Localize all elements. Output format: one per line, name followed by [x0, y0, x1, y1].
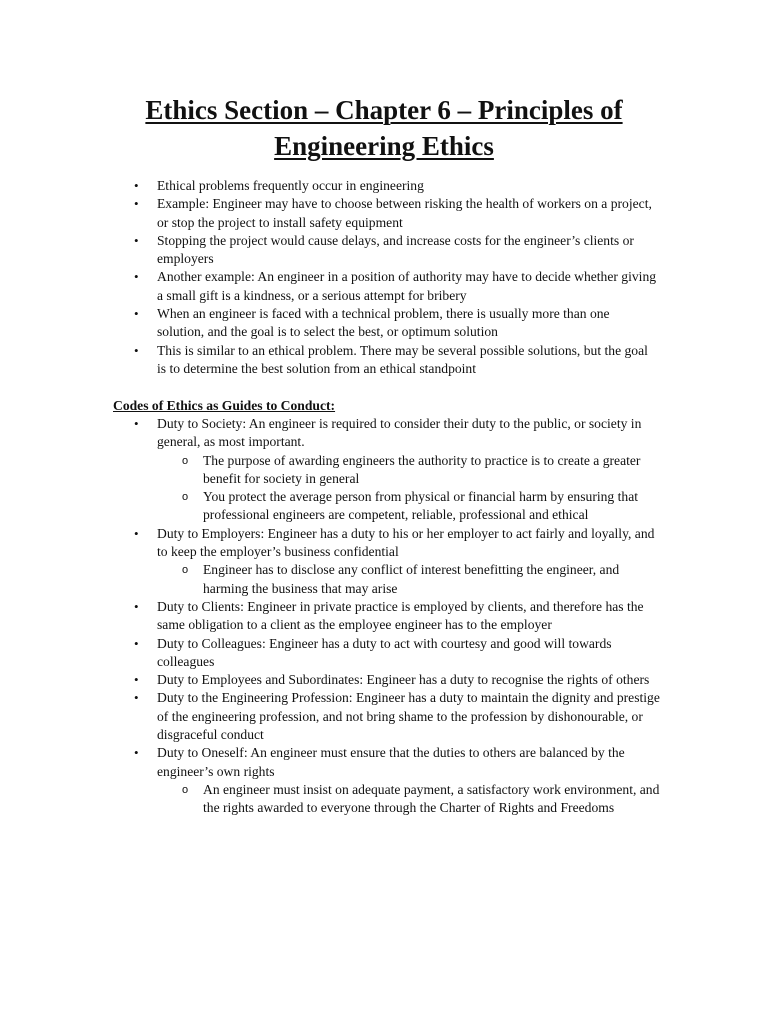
bullet-icon: • — [134, 196, 139, 212]
list-item — [0, 689, 768, 744]
sub-list — [157, 781, 660, 818]
sub-list-item — [157, 561, 660, 598]
page-title — [0, 92, 768, 164]
title-line-2: Engineering Ethics — [274, 131, 494, 161]
sub-list-item — [157, 488, 660, 525]
list-item — [0, 268, 768, 305]
bullet-icon: • — [134, 269, 139, 285]
bullet-icon: • — [134, 690, 139, 706]
bullet-icon: • — [134, 745, 139, 761]
bullet-icon: • — [134, 416, 139, 431]
intro-bullet-list — [0, 177, 768, 378]
list-item — [0, 525, 768, 598]
circle-bullet-icon: o — [182, 454, 189, 467]
bullet-icon: • — [134, 525, 139, 541]
sub-list — [157, 452, 660, 525]
list-item-text: Duty to the Engineering Profession: Engineer has a duty to maintain the dignity and prestige of the engineering profession, and not bring shame to the profession by dishonourable, or disgraceful conduct — [157, 690, 660, 743]
circle-bullet-icon: o — [182, 783, 189, 796]
section-heading: Codes of Ethics as Guides to Conduct: — [113, 398, 336, 413]
sub-list-item-text: An engineer must insist on adequate payment, a satisfactory work environment, and the rights awarded to everyone through the Charter of Rights and Freedoms — [203, 781, 660, 816]
list-item-text: Duty to Oneself: An engineer must ensure that the duties to others are balanced by the engineer’s own rights — [157, 745, 625, 779]
sub-list-item-text: You protect the average person from physical or financial harm by ensuring that professional engineers are competent, reliable, professional and ethical — [203, 489, 638, 523]
list-item — [0, 195, 768, 232]
sub-list — [157, 561, 660, 598]
bullet-icon: • — [134, 306, 139, 322]
list-item-text: Duty to Employees and Subordinates: Engineer has a duty to recognise the rights of others — [157, 672, 650, 688]
list-item — [0, 744, 768, 817]
list-item-text: Ethical problems frequently occur in engineering — [157, 178, 424, 193]
codes-bullet-list — [0, 415, 768, 818]
list-item — [0, 232, 768, 269]
list-item-text: Duty to Employers: Engineer has a duty to his or her employer to act fairly and loyally, and to keep the employer’s business confidential — [157, 525, 655, 560]
bullet-icon: • — [134, 598, 139, 614]
bullet-icon: • — [134, 672, 139, 688]
sub-list-item — [157, 781, 660, 818]
list-item-text: Stopping the project would cause delays, and increase costs for the engineer’s clients or employers — [157, 232, 634, 267]
list-item-text: Duty to Society: An engineer is required to consider their duty to the public, or society in general, as most important. — [157, 416, 642, 450]
list-item — [0, 598, 768, 635]
list-item-text: Duty to Clients: Engineer in private practice is employed by clients, and therefore has the same obligation to a client as the employee engineer has to the employer — [157, 598, 644, 633]
title-line-1: Ethics Section – Chapter 6 – Principles of — [145, 95, 623, 125]
sub-list-item-text: Engineer has to disclose any conflict of interest benefitting the engineer, and harming the business that may arise — [203, 562, 620, 596]
list-item-text: This is similar to an ethical problem. There may be several possible solutions, but the goal is to determine the best solution from an ethical standpoint — [157, 342, 648, 376]
bullet-icon: • — [134, 342, 139, 358]
list-item — [0, 671, 768, 689]
bullet-icon: • — [134, 635, 139, 651]
sub-list-item-text: The purpose of awarding engineers the authority to practice is to create a greater benefit for society in general — [203, 452, 641, 486]
list-item-text: Example: Engineer may have to choose between risking the health of workers on a project, or stop the project to install safety equipment — [157, 196, 652, 230]
list-item-text: When an engineer is faced with a technical problem, there is usually more than one solution, and the goal is to select the best, or optimum solution — [157, 306, 610, 340]
list-item-text: Another example: An engineer in a position of authority may have to decide whether giving a small gift is a kindness, or a serious attempt for bribery — [157, 269, 657, 303]
circle-bullet-icon: o — [182, 564, 189, 577]
list-item — [0, 635, 768, 672]
circle-bullet-icon: o — [182, 491, 189, 504]
bullet-icon: • — [134, 232, 139, 248]
sub-list-item — [157, 452, 660, 489]
list-item — [0, 342, 768, 379]
list-item-text: Duty to Colleagues: Engineer has a duty to act with courtesy and good will towards colleagues — [157, 635, 612, 669]
list-item — [0, 415, 768, 525]
bullet-icon: • — [134, 178, 139, 193]
list-item — [0, 305, 768, 342]
list-item — [0, 177, 768, 195]
